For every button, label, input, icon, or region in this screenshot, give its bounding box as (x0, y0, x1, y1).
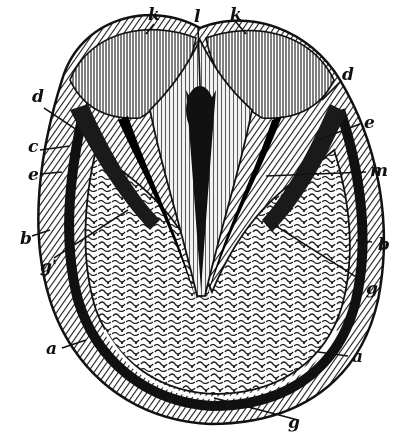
label-g-prime-left: g' (40, 257, 58, 277)
frog-lacuna (186, 86, 214, 134)
label-g-prime-right: g' (366, 279, 384, 299)
label-a-right: a (352, 347, 364, 367)
label-e-right: e (364, 113, 375, 133)
label-b-left: b (20, 229, 32, 249)
label-a-left: a (46, 339, 58, 359)
label-l: l (194, 7, 201, 27)
label-k-left: k (148, 5, 160, 25)
label-d-left: d (32, 87, 44, 107)
label-b-right: b (378, 235, 390, 255)
label-e-left: e (28, 165, 39, 185)
label-c: c (28, 137, 39, 157)
label-d-right: d (342, 65, 354, 85)
label-m: m (370, 161, 388, 181)
label-g: g (288, 413, 300, 433)
label-k-right: k (230, 5, 242, 25)
